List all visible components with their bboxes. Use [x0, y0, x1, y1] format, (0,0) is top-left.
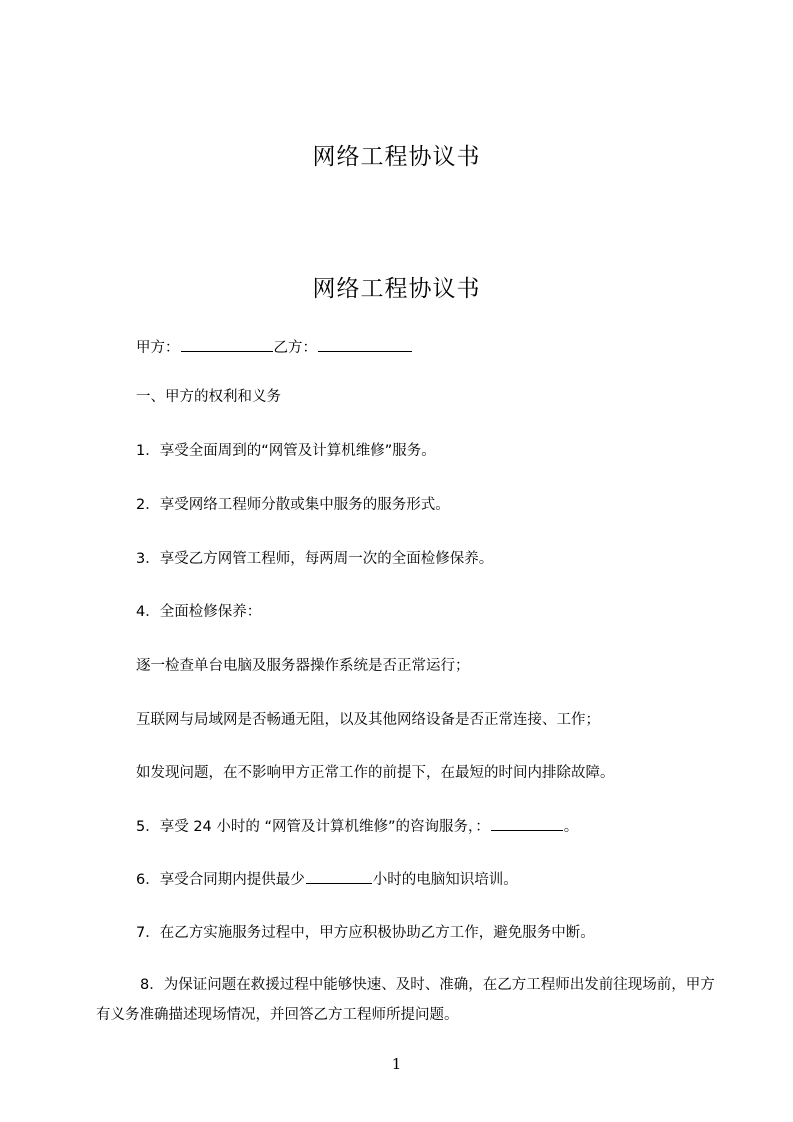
item-4-sub-1: 逐一检查单台电脑及服务器操作系统是否正常运行；	[136, 658, 470, 674]
item-6	[136, 869, 736, 891]
party-a-label: 甲方：	[136, 340, 180, 356]
party-b-blank	[318, 337, 412, 352]
page-number: 1	[391, 1055, 402, 1073]
item-3: 3．享受乙方网管工程师，每两周一次的全面检修保养。	[136, 551, 494, 567]
item-8: 8．为保证问题在救援过程中能够快速、及时、准确，在乙方工程师出发前往现场前，甲方有义务准确描述现场情况，并回答乙方工程师所提问题。	[96, 977, 715, 1023]
item-4: 4．全面检修保养：	[136, 604, 262, 620]
party-line	[136, 337, 736, 359]
item-5-blank	[491, 816, 563, 831]
item-6-end: 小时的电脑知识培训。	[372, 872, 518, 888]
item-5-end: 。	[563, 819, 579, 835]
item-5	[136, 816, 736, 838]
party-b-label: 乙方：	[273, 340, 317, 356]
item-7: 7．在乙方实施服务过程中，甲方应积极协助乙方工作，避免服务中断。	[136, 925, 595, 941]
party-a-blank	[181, 337, 273, 352]
item-2: 2．享受网络工程师分散或集中服务的服务形式。	[136, 497, 450, 513]
item-6-blank	[306, 869, 372, 884]
item-1: 1．享受全面周到的“网管及计算机维修”服务。	[136, 443, 436, 459]
item-5-text: 5．享受 24 小时的 “网管及计算机维修”的咨询服务，：	[136, 819, 490, 835]
document-title-main: 网络工程协议书	[312, 276, 481, 302]
section1-heading: 一、甲方的权利和义务	[136, 389, 281, 405]
item-6-text: 6．享受合同期内提供最少	[136, 872, 305, 888]
document-title-top: 网络工程协议书	[312, 144, 481, 170]
item-4-sub-3: 如发现问题，在不影响甲方正常工作的前提下，在最短的时间内排除故障。	[136, 765, 615, 781]
item-4-sub-2: 互联网与局域网是否畅通无阻，以及其他网络设备是否正常连接、工作；	[136, 712, 600, 728]
